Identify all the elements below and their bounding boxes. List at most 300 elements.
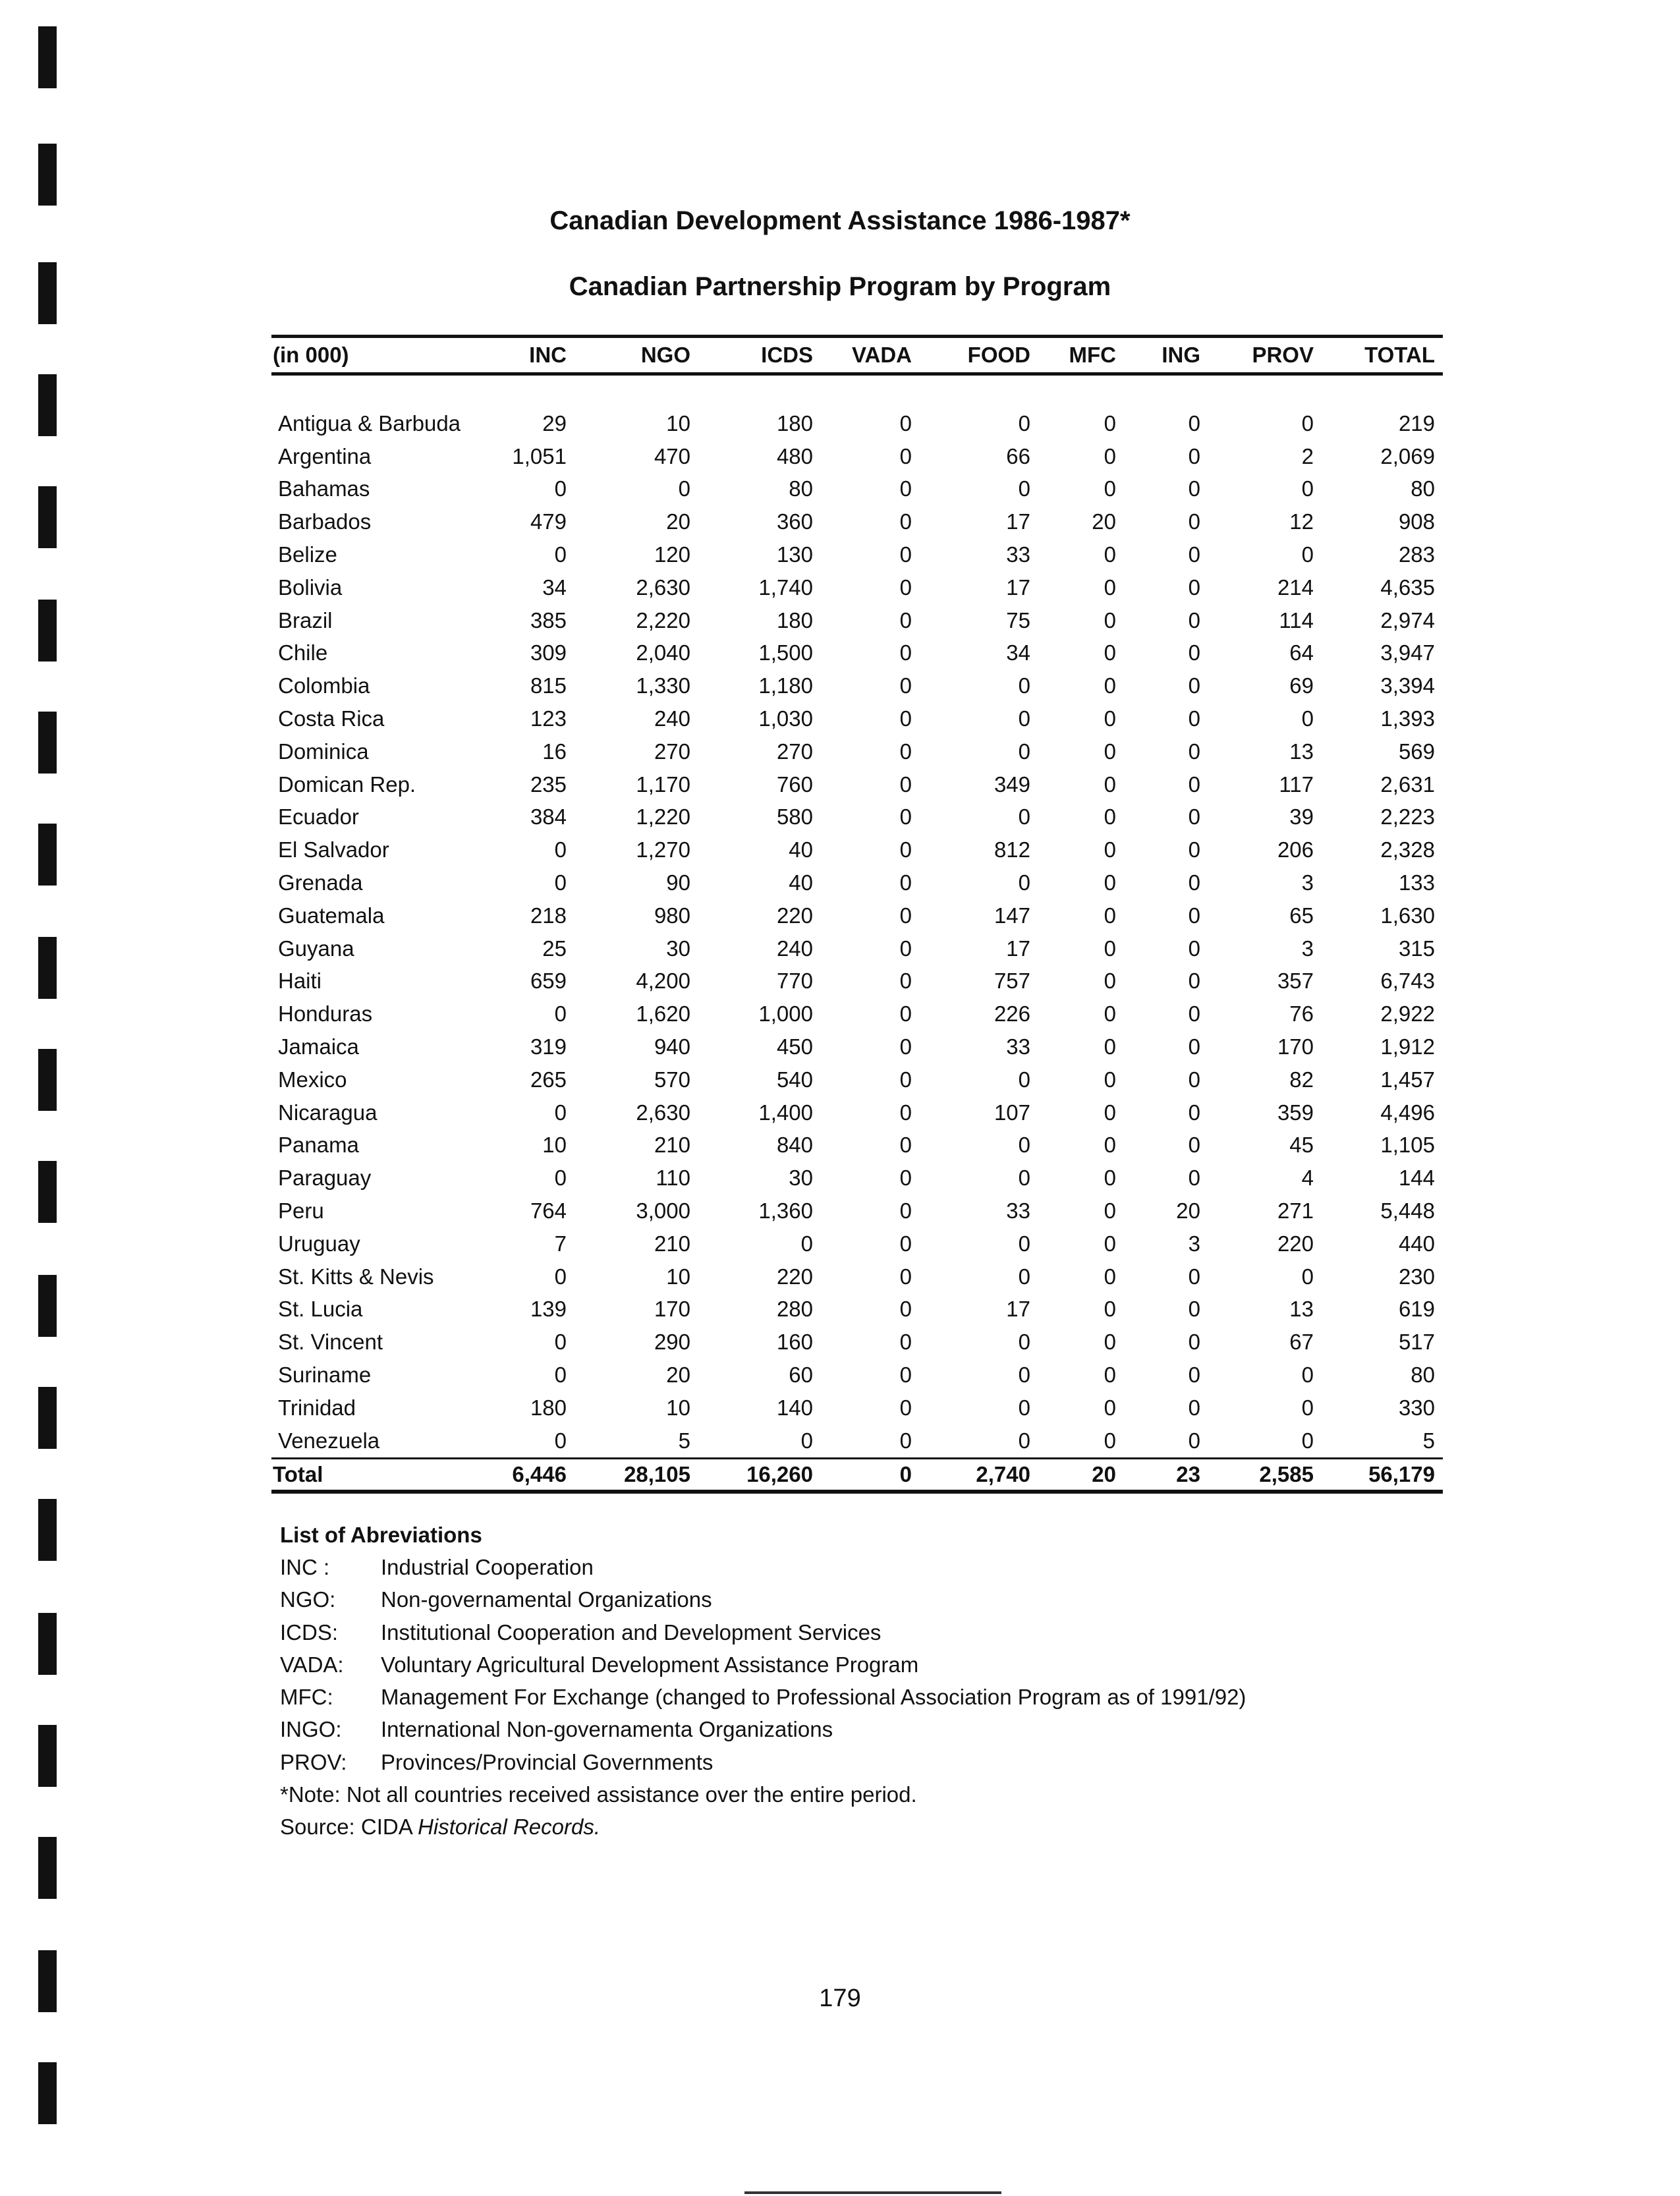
value-cell: 90 <box>666 870 690 895</box>
table-row <box>271 538 1443 571</box>
value-cell: 0 <box>1301 410 1314 436</box>
value-cell: 0 <box>899 575 912 600</box>
value-cell: 0 <box>1104 936 1116 961</box>
value-cell: 0 <box>899 903 912 928</box>
value-cell: 29 <box>542 410 567 436</box>
value-cell: 0 <box>899 1133 912 1158</box>
value-cell: 219 <box>1398 410 1435 436</box>
binder-hole <box>38 824 57 886</box>
table-row <box>271 1359 1443 1392</box>
value-cell: 66 <box>1006 443 1030 468</box>
value-cell: 3 <box>1301 870 1314 895</box>
value-cell: 0 <box>678 476 690 501</box>
value-cell: 1,620 <box>636 1001 690 1027</box>
value-cell: 659 <box>530 969 567 994</box>
value-cell: 67 <box>1289 1330 1314 1355</box>
value-cell: 0 <box>899 542 912 567</box>
value-cell: 0 <box>899 870 912 895</box>
value-cell: 1,740 <box>758 575 813 600</box>
value-cell: 4,496 <box>1380 1100 1435 1125</box>
value-cell: 0 <box>1018 739 1030 764</box>
value-cell: 13 <box>1289 1297 1314 1322</box>
table-row <box>271 735 1443 768</box>
value-cell: 2,631 <box>1380 772 1435 797</box>
country-cell: Paraguay <box>278 1166 372 1191</box>
table-row <box>271 407 1443 440</box>
value-cell: 0 <box>1188 739 1200 764</box>
value-cell: 0 <box>554 1166 567 1191</box>
abbreviation-meaning: Institutional Cooperation and Development Services <box>381 1619 882 1645</box>
value-cell: 1,180 <box>758 673 813 698</box>
value-cell: 0 <box>1104 1363 1116 1387</box>
table-row <box>271 1030 1443 1063</box>
country-cell: Bahamas <box>278 476 370 501</box>
value-cell: 0 <box>554 476 567 501</box>
total-value-cell: 56,179 <box>1322 1458 1443 1492</box>
value-cell: 5 <box>678 1428 690 1453</box>
value-cell: 2 <box>1301 443 1314 468</box>
value-cell: 0 <box>1104 837 1116 862</box>
total-value-cell: 0 <box>821 1458 920 1492</box>
country-cell: Chile <box>278 640 328 665</box>
value-cell: 0 <box>899 1330 912 1355</box>
value-cell: 1,500 <box>758 640 813 665</box>
abbreviation-item <box>280 1551 1246 1583</box>
total-value-cell: 6,446 <box>486 1458 574 1492</box>
value-cell: 0 <box>1104 1198 1116 1224</box>
value-cell: 757 <box>994 969 1030 994</box>
column-header-inc: INC <box>529 343 567 367</box>
value-cell: 3 <box>1301 936 1314 961</box>
value-cell: 2,220 <box>636 607 690 633</box>
scan-edge-line <box>744 2191 1001 2194</box>
value-cell: 1,270 <box>636 837 690 862</box>
value-cell: 20 <box>1092 509 1116 534</box>
source-line <box>280 1811 1246 1843</box>
value-cell: 5 <box>1422 1428 1435 1453</box>
binder-hole <box>38 1725 57 1787</box>
value-cell: 0 <box>1104 1166 1116 1191</box>
abbreviation-item <box>280 1648 1246 1681</box>
value-cell: 0 <box>1188 772 1200 797</box>
value-cell: 330 <box>1398 1395 1435 1420</box>
value-cell: 0 <box>1188 936 1200 961</box>
document-title: Canadian Development Assistance 1986-1987* <box>549 206 1131 235</box>
value-cell: 75 <box>1006 607 1030 633</box>
table-row <box>271 440 1443 473</box>
value-cell: 33 <box>1006 1198 1030 1224</box>
value-cell: 1,457 <box>1380 1067 1435 1092</box>
abbreviation-item <box>280 1583 1246 1616</box>
binder-hole <box>38 1161 57 1223</box>
table-body <box>271 374 1443 1492</box>
value-cell: 0 <box>1188 903 1200 928</box>
footnote: *Note: Not all countries received assistance over the entire period. <box>280 1782 917 1807</box>
value-cell: 0 <box>1301 1395 1314 1420</box>
value-cell: 569 <box>1398 739 1435 764</box>
value-cell: 812 <box>994 837 1030 862</box>
value-cell: 0 <box>899 1198 912 1224</box>
value-cell: 349 <box>994 772 1030 797</box>
value-cell: 0 <box>1104 739 1116 764</box>
value-cell: 214 <box>1277 575 1314 600</box>
binder-hole <box>38 26 57 88</box>
table-row <box>271 505 1443 538</box>
value-cell: 65 <box>1289 903 1314 928</box>
value-cell: 7 <box>554 1231 567 1256</box>
value-cell: 0 <box>1188 1166 1200 1191</box>
value-cell: 2,974 <box>1380 607 1435 633</box>
assistance-table <box>271 335 1443 1494</box>
document-subtitle: Canadian Partnership Program by Program <box>569 272 1111 301</box>
value-cell: 10 <box>542 1133 567 1158</box>
value-cell: 0 <box>1188 1395 1200 1420</box>
value-cell: 0 <box>1018 870 1030 895</box>
abbreviation-meaning: Management For Exchange (changed to Professional Association Program as of 1991/92) <box>381 1685 1246 1710</box>
country-cell: Bolivia <box>278 575 343 600</box>
binder-hole <box>38 1837 57 1899</box>
country-cell: El Salvador <box>278 837 389 862</box>
value-cell: 0 <box>1104 1133 1116 1158</box>
country-cell: Brazil <box>278 607 333 633</box>
table-row <box>271 866 1443 899</box>
value-cell: 1,051 <box>512 443 567 468</box>
value-cell: 0 <box>1188 607 1200 633</box>
table-row <box>271 1424 1443 1458</box>
value-cell: 110 <box>656 1166 690 1191</box>
value-cell: 139 <box>530 1297 567 1322</box>
value-cell: 0 <box>1018 1166 1030 1191</box>
value-cell: 3,000 <box>636 1198 690 1224</box>
value-cell: 2,040 <box>636 640 690 665</box>
table-row <box>271 1392 1443 1424</box>
value-cell: 0 <box>1104 640 1116 665</box>
value-cell: 0 <box>1188 673 1200 698</box>
value-cell: 1,630 <box>1380 903 1435 928</box>
value-cell: 0 <box>1188 443 1200 468</box>
value-cell: 140 <box>776 1395 813 1420</box>
value-cell: 240 <box>654 706 690 731</box>
value-cell: 80 <box>1411 1363 1435 1387</box>
value-cell: 80 <box>789 476 813 501</box>
value-cell: 10 <box>666 410 690 436</box>
value-cell: 0 <box>1188 542 1200 567</box>
value-cell: 107 <box>994 1100 1030 1125</box>
value-cell: 13 <box>1289 739 1314 764</box>
table-row <box>271 1162 1443 1195</box>
country-cell: Grenada <box>278 870 363 895</box>
value-cell: 0 <box>899 1395 912 1420</box>
country-cell: Ecuador <box>278 804 359 830</box>
value-cell: 34 <box>542 575 567 600</box>
total-value-cell: 23 <box>1124 1458 1208 1492</box>
value-cell: 20 <box>1176 1198 1200 1224</box>
country-cell: St. Vincent <box>278 1330 383 1355</box>
value-cell: 180 <box>530 1395 567 1420</box>
value-cell: 0 <box>554 542 567 567</box>
country-cell: Dominica <box>278 739 369 764</box>
value-cell: 2,328 <box>1380 837 1435 862</box>
value-cell: 76 <box>1289 1001 1314 1027</box>
value-cell: 82 <box>1289 1067 1314 1092</box>
abbreviation-item <box>280 1616 1246 1648</box>
value-cell: 940 <box>654 1034 690 1059</box>
value-cell: 206 <box>1277 837 1314 862</box>
value-cell: 0 <box>1104 1231 1116 1256</box>
value-cell: 0 <box>899 772 912 797</box>
value-cell: 6,743 <box>1380 969 1435 994</box>
abbreviations-section <box>280 1519 1246 1844</box>
country-cell: Guyana <box>278 936 354 961</box>
binder-hole <box>38 600 57 662</box>
binder-hole <box>38 1049 57 1111</box>
value-cell: 0 <box>899 1231 912 1256</box>
table-row <box>271 1260 1443 1293</box>
value-cell: 319 <box>530 1034 567 1059</box>
value-cell: 815 <box>530 673 567 698</box>
value-cell: 0 <box>899 1297 912 1322</box>
value-cell: 133 <box>1398 870 1435 895</box>
table-row <box>271 801 1443 834</box>
value-cell: 0 <box>899 509 912 534</box>
value-cell: 480 <box>776 443 813 468</box>
value-cell: 0 <box>1018 1330 1030 1355</box>
value-cell: 80 <box>1411 476 1435 501</box>
value-cell: 315 <box>1398 936 1435 961</box>
value-cell: 0 <box>1018 706 1030 731</box>
column-header-ing: ING <box>1162 343 1200 367</box>
table-row <box>271 1227 1443 1260</box>
value-cell: 0 <box>1104 1034 1116 1059</box>
abbreviation-meaning: Provinces/Provincial Governments <box>381 1749 714 1774</box>
value-cell: 0 <box>899 1428 912 1453</box>
value-cell: 0 <box>899 804 912 830</box>
table-row <box>271 669 1443 702</box>
value-cell: 0 <box>1018 476 1030 501</box>
value-cell: 40 <box>789 837 813 862</box>
value-cell: 1,912 <box>1380 1034 1435 1059</box>
value-cell: 0 <box>1104 542 1116 567</box>
value-cell: 180 <box>776 410 813 436</box>
column-header-unit: (in 000) <box>273 343 349 367</box>
country-cell: Colombia <box>278 673 370 698</box>
value-cell: 60 <box>789 1363 813 1387</box>
country-cell: Belize <box>278 542 337 567</box>
value-cell: 45 <box>1289 1133 1314 1158</box>
value-cell: 12 <box>1289 509 1314 534</box>
value-cell: 235 <box>530 772 567 797</box>
assistance-table-container <box>271 335 1443 1494</box>
value-cell: 33 <box>1006 1034 1030 1059</box>
value-cell: 540 <box>776 1067 813 1092</box>
value-cell: 0 <box>1104 476 1116 501</box>
value-cell: 1,220 <box>636 804 690 830</box>
value-cell: 0 <box>1104 1428 1116 1453</box>
country-cell: Trinidad <box>278 1395 356 1420</box>
country-cell: Honduras <box>278 1001 373 1027</box>
abbreviation-item <box>280 1681 1246 1713</box>
value-cell: 0 <box>1018 1363 1030 1387</box>
value-cell: 0 <box>1301 1428 1314 1453</box>
value-cell: 40 <box>789 870 813 895</box>
value-cell: 0 <box>1104 673 1116 698</box>
value-cell: 0 <box>1018 804 1030 830</box>
table-row <box>271 1096 1443 1129</box>
value-cell: 114 <box>1279 607 1314 633</box>
column-header-ngo: NGO <box>640 343 690 367</box>
value-cell: 0 <box>1301 476 1314 501</box>
value-cell: 0 <box>1104 607 1116 633</box>
value-cell: 2,630 <box>636 575 690 600</box>
value-cell: 0 <box>800 1428 813 1453</box>
value-cell: 0 <box>1104 804 1116 830</box>
total-value-cell: 20 <box>1038 1458 1124 1492</box>
value-cell: 0 <box>1188 1067 1200 1092</box>
value-cell: 359 <box>1277 1100 1314 1125</box>
value-cell: 130 <box>776 542 813 567</box>
value-cell: 1,400 <box>758 1100 813 1125</box>
value-cell: 0 <box>899 969 912 994</box>
spacer-cell <box>271 374 1443 408</box>
value-cell: 220 <box>776 903 813 928</box>
value-cell: 0 <box>800 1231 813 1256</box>
value-cell: 0 <box>1301 1363 1314 1387</box>
country-cell: Jamaica <box>278 1034 359 1059</box>
table-row <box>271 768 1443 801</box>
value-cell: 290 <box>654 1330 690 1355</box>
abbreviation-item <box>280 1746 1246 1778</box>
value-cell: 0 <box>554 870 567 895</box>
value-cell: 4,200 <box>636 969 690 994</box>
value-cell: 0 <box>1104 1001 1116 1027</box>
table-spacer-row <box>271 374 1443 408</box>
table-row <box>271 604 1443 637</box>
value-cell: 0 <box>1104 1297 1116 1322</box>
table-header-row <box>271 337 1443 374</box>
value-cell: 360 <box>776 509 813 534</box>
value-cell: 0 <box>1104 903 1116 928</box>
value-cell: 270 <box>776 739 813 764</box>
column-header-prov: PROV <box>1252 343 1314 367</box>
value-cell: 570 <box>654 1067 690 1092</box>
value-cell: 0 <box>1018 1428 1030 1453</box>
binder-holes <box>38 0 58 2196</box>
abbreviation-meaning: International Non-governamenta Organizations <box>381 1717 833 1742</box>
country-cell: Mexico <box>278 1067 347 1092</box>
value-cell: 0 <box>899 739 912 764</box>
value-cell: 580 <box>776 804 813 830</box>
value-cell: 0 <box>899 1363 912 1387</box>
value-cell: 0 <box>899 476 912 501</box>
abbreviation-code: VADA: <box>280 1652 344 1677</box>
value-cell: 908 <box>1398 509 1435 534</box>
value-cell: 0 <box>554 1330 567 1355</box>
value-cell: 4,635 <box>1380 575 1435 600</box>
country-cell: Uruguay <box>278 1231 360 1256</box>
value-cell: 180 <box>776 607 813 633</box>
value-cell: 0 <box>554 1100 567 1125</box>
value-cell: 980 <box>654 903 690 928</box>
value-cell: 5,448 <box>1380 1198 1435 1224</box>
value-cell: 0 <box>1188 706 1200 731</box>
value-cell: 0 <box>1104 969 1116 994</box>
country-cell: Barbados <box>278 509 372 534</box>
value-cell: 144 <box>1398 1166 1435 1191</box>
value-cell: 0 <box>1301 1264 1314 1289</box>
value-cell: 17 <box>1006 936 1030 961</box>
value-cell: 0 <box>1018 410 1030 436</box>
country-cell: Venezuela <box>278 1428 380 1453</box>
table-row <box>271 702 1443 735</box>
value-cell: 0 <box>1188 1100 1200 1125</box>
abbreviation-meaning: Voluntary Agricultural Development Assistance Program <box>381 1652 919 1677</box>
value-cell: 218 <box>530 903 567 928</box>
value-cell: 147 <box>994 903 1030 928</box>
table-row <box>271 637 1443 670</box>
value-cell: 33 <box>1006 542 1030 567</box>
value-cell: 1,030 <box>758 706 813 731</box>
value-cell: 69 <box>1289 673 1314 698</box>
value-cell: 384 <box>530 804 567 830</box>
value-cell: 0 <box>1018 1231 1030 1256</box>
column-header-total: TOTAL <box>1364 343 1435 367</box>
country-cell: Argentina <box>278 443 372 468</box>
value-cell: 0 <box>1018 1264 1030 1289</box>
value-cell: 1,170 <box>636 772 690 797</box>
column-header-mfc: MFC <box>1069 343 1116 367</box>
value-cell: 265 <box>530 1067 567 1092</box>
value-cell: 0 <box>1301 542 1314 567</box>
table-row <box>271 473 1443 506</box>
binder-hole <box>38 937 57 999</box>
value-cell: 0 <box>899 1100 912 1125</box>
value-cell: 450 <box>776 1034 813 1059</box>
value-cell: 1,330 <box>636 673 690 698</box>
value-cell: 0 <box>1104 575 1116 600</box>
value-cell: 0 <box>899 706 912 731</box>
abbreviation-code: NGO: <box>280 1587 336 1612</box>
value-cell: 385 <box>530 607 567 633</box>
total-label-cell: Total <box>271 1458 486 1492</box>
value-cell: 10 <box>666 1264 690 1289</box>
value-cell: 619 <box>1398 1297 1435 1322</box>
binder-hole <box>38 1613 57 1675</box>
value-cell: 0 <box>1188 476 1200 501</box>
value-cell: 840 <box>776 1133 813 1158</box>
value-cell: 0 <box>899 936 912 961</box>
value-cell: 30 <box>666 936 690 961</box>
value-cell: 3,394 <box>1380 673 1435 698</box>
value-cell: 283 <box>1398 542 1435 567</box>
value-cell: 120 <box>654 542 690 567</box>
value-cell: 0 <box>899 1034 912 1059</box>
column-header-icds: ICDS <box>761 343 813 367</box>
table-row <box>271 1326 1443 1359</box>
value-cell: 0 <box>899 1264 912 1289</box>
value-cell: 0 <box>899 443 912 468</box>
table-total-row <box>271 1458 1443 1492</box>
value-cell: 0 <box>1018 1395 1030 1420</box>
table-row <box>271 1293 1443 1326</box>
table-row <box>271 1063 1443 1096</box>
value-cell: 0 <box>1104 870 1116 895</box>
value-cell: 0 <box>899 1067 912 1092</box>
value-cell: 170 <box>1277 1034 1314 1059</box>
value-cell: 0 <box>1104 772 1116 797</box>
value-cell: 210 <box>654 1231 690 1256</box>
value-cell: 0 <box>899 607 912 633</box>
binder-hole <box>38 1275 57 1337</box>
